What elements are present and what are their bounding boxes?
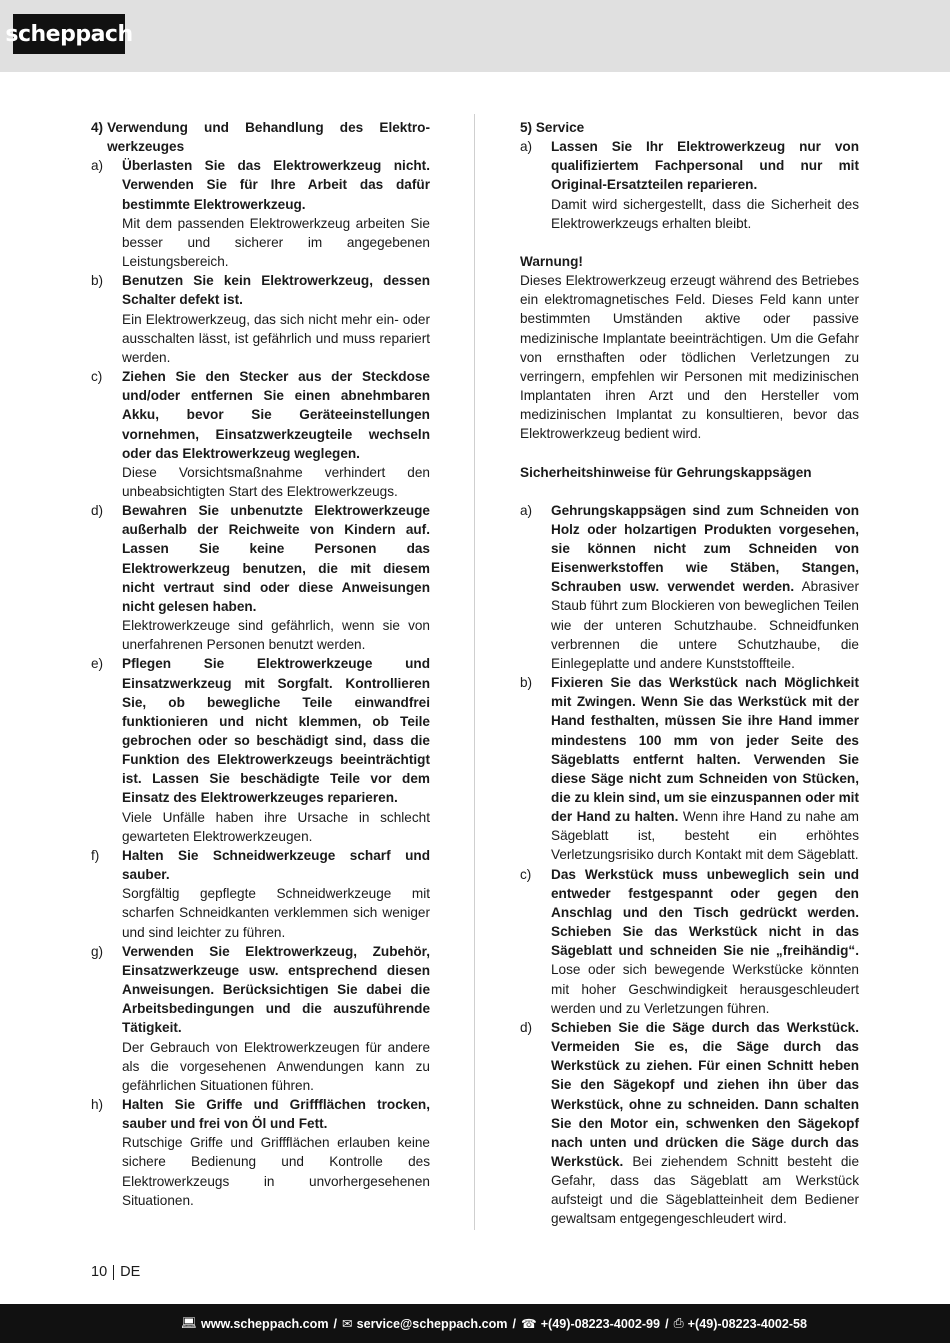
item-letter: c) <box>520 866 532 882</box>
item-instruction: Pflegen Sie Elektrowerkzeuge und Einsatzwerkzeug mit Sorgfalt. Kontrollieren Sie, ob bewegliche Teile einwandfrei funktionieren und nicht klemmen, ob Teile gebrochen oder so beschädigt sind, dass die Funktion des Elektrowerkzeugs beeinträchtigt ist. Lassen Sie beschädigte Teile vor dem Einsatz des Elektrowerkzeuges reparieren. <box>122 656 430 806</box>
item-explanation: Der Gebrauch von Elektrowerkzeugen für andere als die vorgesehenen Anwendungen kann zu gefährlichen Situationen führen. <box>122 1039 430 1093</box>
item-body <box>551 137 859 233</box>
list-item <box>520 137 859 233</box>
item-instruction: Gehrungskappsägen sind zum Schneiden von Holz oder holzartigen Produkten vorgesehen, sie können nicht zum Schneiden von Eisenwerkstoffen wie Stäben, Stangen, Schrauben usw. verwendet werden. <box>551 502 859 595</box>
item-letter: b) <box>520 675 533 691</box>
footer-separator: / <box>665 1316 669 1331</box>
list-item <box>91 1095 430 1210</box>
left-item-list <box>91 156 430 1210</box>
list-item <box>91 501 430 654</box>
miter-item-list <box>520 501 859 1229</box>
item-body <box>122 501 430 654</box>
item-letter: c) <box>91 369 103 385</box>
item-body <box>122 1095 430 1210</box>
item-letter: e) <box>91 656 104 672</box>
item-letter: g) <box>91 943 104 959</box>
item-instruction: Ziehen Sie den Stecker aus der Steckdose und/oder entfernen Sie einen abnehmbaren Akku, bevor Sie Geräteeinstellungen vornehmen, Einsatzwerkzeugteile wechseln oder das Elektrowerkzeug weglegen. <box>122 369 430 461</box>
page-number: 10 <box>91 1264 108 1280</box>
item-explanation: Elektrowerkzeuge sind gefährlich, wenn sie von unerfahrenen Personen benutzt werden. <box>122 618 430 653</box>
list-item <box>91 367 430 501</box>
item-explanation: Mit dem passenden Elektrowerkzeug arbeiten Sie besser und sicherer im angegebenen Leistungsbereich. <box>122 215 430 270</box>
item-body <box>122 846 430 942</box>
footer-website[interactable]: www.scheppach.com <box>200 1316 329 1331</box>
item-letter: a) <box>520 139 533 155</box>
mail-icon: ✉︎ <box>342 1317 353 1331</box>
item-explanation: Wenn ihre Hand zu nahe am Sägeblatt ist, besteht ein erhöhtes Verletzungsrisiko durch Kontakt mit dem Sägeblatt. <box>551 809 859 863</box>
service-heading: 5) Service <box>520 120 585 135</box>
fax-icon: ⎙ <box>673 1316 684 1330</box>
item-letter: f) <box>91 847 100 863</box>
item-letter: d) <box>91 503 104 519</box>
footer-email[interactable]: service@scheppach.com <box>356 1316 508 1331</box>
section-title: Verwendung und Behandlung des Elektro-werkzeuges <box>107 120 430 155</box>
header-band <box>0 0 950 72</box>
list-item <box>91 942 430 1095</box>
list-item <box>91 846 430 942</box>
service-item-list <box>520 137 859 233</box>
computer-icon: 💻︎ <box>180 1316 197 1330</box>
left-column <box>91 118 430 1210</box>
item-body <box>122 156 430 271</box>
list-item <box>520 673 859 865</box>
page-number-block <box>91 1264 140 1280</box>
item-instruction: Halten Sie Griffe und Griffflächen trocken, sauber und frei von Öl und Fett. <box>122 1096 430 1132</box>
item-body <box>551 673 859 865</box>
right-column <box>520 118 859 1229</box>
item-instruction: Überlasten Sie das Elektrowerkzeug nicht. Verwenden Sie für Ihre Arbeit das dafür bestimmte Elektrowerkzeug. <box>122 158 430 212</box>
item-body <box>122 271 430 367</box>
item-explanation: Bei ziehendem Schnitt besteht die Gefahr, dass das Sägeblatt am Werkstück aufsteigt und die Sägeblatteinheit dem Bediener gewaltsam entgegengeschleudert wird. <box>551 1153 860 1227</box>
item-instruction: Bewahren Sie unbenutzte Elektrowerkzeuge außerhalb der Reichweite von Kindern auf. Lassen Sie keine Personen das Elektrowerkzeug benutzen, die mit diesem nicht vertraut sind oder diese Anweisungen nicht gelesen haben. <box>122 503 430 614</box>
phone-icon: ☎︎ <box>521 1317 537 1331</box>
item-explanation: Ein Elektrowerkzeug, das sich nicht mehr ein- oder ausschalten lässt, ist gefährlich und muss repariert werden. <box>122 311 430 365</box>
footer-separator: / <box>512 1316 516 1331</box>
item-instruction: Halten Sie Schneidwerkzeuge scharf und sauber. <box>122 847 430 883</box>
brand-logo[interactable]: scheppach <box>13 14 125 54</box>
item-instruction: Das Werkstück muss unbeweglich sein und entweder festgespannt oder gegen den Anschlag und den Tisch gedrückt werden. Schieben Sie das Werkstück nicht in das Sägeblatt und schneiden Sie nie „freihändig“. <box>551 866 859 959</box>
item-body <box>551 865 859 1018</box>
item-explanation: Diese Vorsichtsmaßnahme verhindert den unbeabsichtigten Start des Elektrowerkzeugs. <box>122 464 430 499</box>
item-body <box>122 654 430 846</box>
item-body <box>122 942 430 1095</box>
item-explanation: Sorgfältig gepflegte Schneidwerkzeuge mit scharfen Schneidkanten verklemmen sich weniger und sind leichter zu führen. <box>122 886 430 940</box>
footer-separator: / <box>333 1316 338 1331</box>
page-number-separator <box>113 1265 114 1280</box>
list-item <box>520 1018 859 1229</box>
item-instruction: Benutzen Sie kein Elektrowerkzeug, dessen Schalter defekt ist. <box>122 273 430 308</box>
item-body <box>122 367 430 501</box>
item-letter: d) <box>520 1019 533 1035</box>
page-language: DE <box>120 1264 141 1280</box>
miter-saw-heading: Sicherheitshinweise für Gehrungskappsägen <box>520 464 812 480</box>
item-letter: a) <box>91 158 104 174</box>
item-instruction: Lassen Sie Ihr Elektrowerkzeug nur von qualifiziertem Fachpersonal und nur mit Original-Ersatzteilen reparieren. <box>551 139 859 193</box>
item-explanation: Rutschige Griffe und Griffflächen erlauben keine sichere Bedienung und Kontrolle des Elektrowerkzeugs in unvorhergesehenen Situationen. <box>122 1135 430 1208</box>
list-item <box>91 156 430 271</box>
list-item <box>520 865 859 1018</box>
item-explanation: Viele Unfälle haben ihre Ursache in schlecht gewarteten Elektrowerkzeugen. <box>122 809 430 844</box>
item-instruction: Fixieren Sie das Werkstück nach Möglichkeit mit Zwingen. Wenn Sie das Werkstück mit der Hand festhalten, müssen Sie ihre Hand immer mindestens 100 mm von jeder Seite des Sägeblatts entfernt halten. Verwenden Sie diese Säge nicht zum Schneiden von Stücken, die zu klein sind, um sie einzuspannen oder mit der Hand zu halten. <box>551 675 859 825</box>
warning-heading: Warnung! <box>520 253 583 269</box>
footer-bar <box>0 1304 950 1343</box>
section-heading <box>91 118 430 156</box>
footer-phone[interactable]: +(49)-08223-4002-99 <box>540 1316 661 1331</box>
list-item <box>91 654 430 846</box>
item-body <box>551 1018 859 1229</box>
item-letter: h) <box>91 1096 104 1112</box>
item-instruction: Verwenden Sie Elektrowerkzeug, Zubehör, Einsatzwerkzeuge usw. entsprechend diesen Anweisungen. Berücksichtigen Sie dabei die Arbeitsbedingungen und die auszuführende Tätigkeit. <box>122 943 430 1036</box>
item-letter: a) <box>520 502 533 518</box>
item-body <box>551 501 859 673</box>
item-explanation: Lose oder sich bewegende Werkstücke könnten mit hoher Geschwindigkeit herausgeschleudert werden und zu Verletzungen führen. <box>551 962 859 1016</box>
column-divider <box>474 114 475 1230</box>
item-instruction: Schieben Sie die Säge durch das Werkstück. Vermeiden Sie es, die Säge durch das Werkstück zu ziehen. Für einen Schnitt heben Sie den Sägekopf und ziehen ihn über das Werkstück, ohne zu schneiden. Dann schalten Sie den Motor ein, schwenken den Sägekopf nach unten und drücken die Säge durch das Werkstück. <box>551 1019 859 1169</box>
footer-fax[interactable]: +(49)-08223-4002-58 <box>687 1316 808 1331</box>
item-explanation: Abrasiver Staub führt zum Blockieren von beweglichen Teilen wie der unteren Schutzhaube. Schneidfunken verbrennen die untere Schutzhaube, die Einlegeplatte und andere Kunststoffteile. <box>551 579 859 671</box>
warning-text: Dieses Elektrowerkzeug erzeugt während des Betriebes ein elektromagnetisches Feld. Dieses Feld kann unter bestimmten Umständen aktive oder passive medizinische Implantate beeinträchtigen. Um die Gefahr von ernsthaften oder tödlichen Verletzungen zu verringern, empfehlen wir Personen mit medizinischen Implantaten ihren Arzt und den Hersteller vom medizinischen Implantat zu konsultieren, bevor das Elektrowerkzeug bedient wird. <box>520 273 859 442</box>
list-item <box>91 271 430 367</box>
item-letter: b) <box>91 273 104 289</box>
list-item <box>520 501 859 673</box>
item-explanation: Damit wird sichergestellt, dass die Sicherheit des Elektrowerkzeugs erhalten bleibt. <box>551 196 859 231</box>
section-number: 4) <box>91 120 104 135</box>
